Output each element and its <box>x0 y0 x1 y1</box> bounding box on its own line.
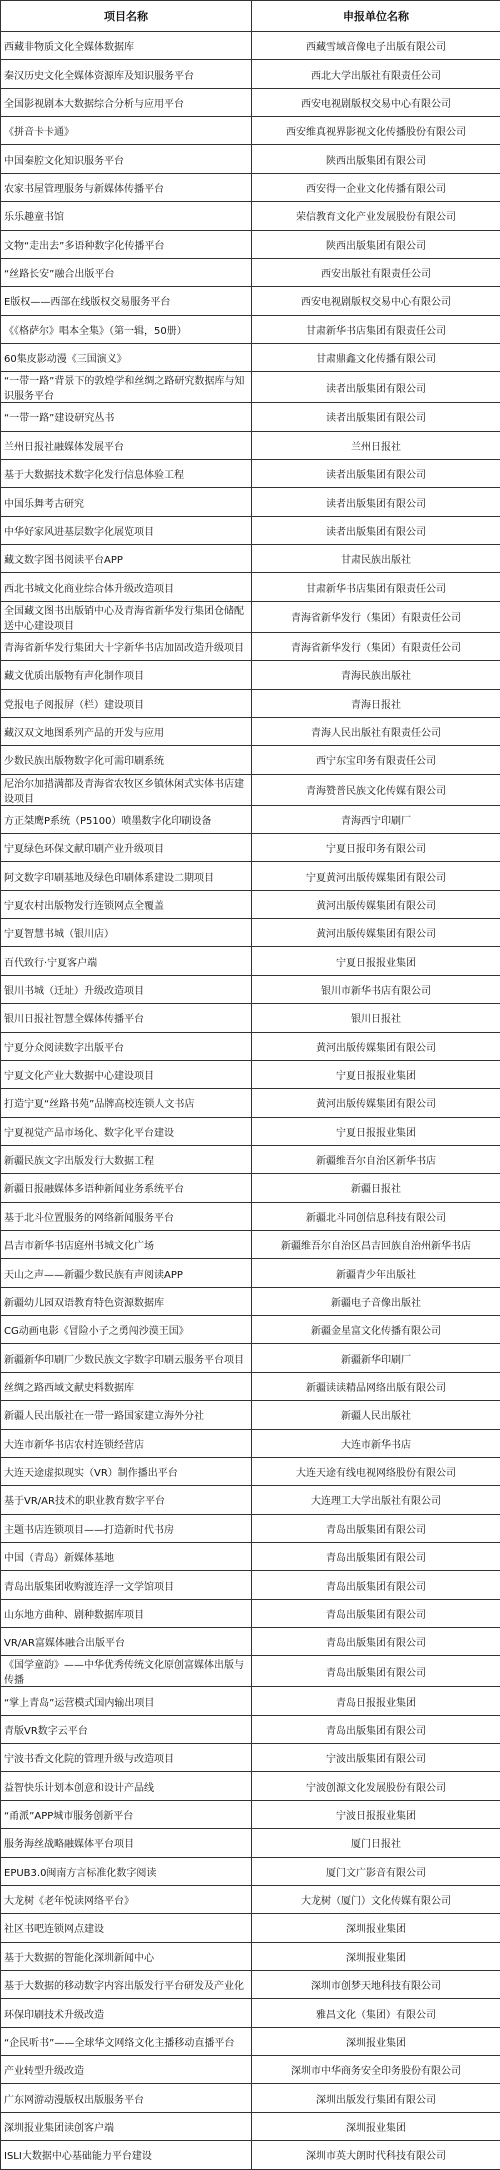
unit-name-cell: 读者出版集团有限公司 <box>252 516 500 544</box>
table-row <box>1 117 500 145</box>
project-name-cell: 主题书店连锁项目——打造新时代书房 <box>1 1514 252 1542</box>
table-row <box>1 230 500 258</box>
project-name-cell: 打造宁夏“丝路书苑”品牌高校连锁人文书店 <box>1 1089 252 1117</box>
unit-name-cell: 青海省新华发行（集团）有限责任公司 <box>252 632 500 660</box>
project-name-cell: 西北书城文化商业综合体升级改造项目 <box>1 573 252 601</box>
unit-name-cell: 青海省新华发行（集团）有限责任公司 <box>252 601 500 632</box>
project-name-cell: 藏汉双文地图系列产品的开发与应用 <box>1 717 252 745</box>
unit-name-cell: 宁夏日报印务有限公司 <box>252 833 500 861</box>
unit-name-cell: 深圳报业集团 <box>252 2027 500 2055</box>
project-name-cell: 昌吉市新华书店庭州书城文化广场 <box>1 1231 252 1259</box>
unit-name-cell: 深圳市创梦天地科技有限公司 <box>252 1971 500 1999</box>
table-row <box>1 601 500 632</box>
unit-name-cell: 西安得一企业文化传播有限公司 <box>252 173 500 201</box>
unit-name-cell: 青岛出版集团有限公司 <box>252 1571 500 1599</box>
unit-name-cell: 青海日报社 <box>252 689 500 717</box>
project-name-cell: 产业转型升级改造 <box>1 2056 252 2084</box>
table-row <box>1 1372 500 1400</box>
unit-name-cell: 宁波出版集团有限公司 <box>252 1744 500 1772</box>
project-name-cell: 益智快乐计划本创意和设计产品线 <box>1 1772 252 1800</box>
unit-name-cell: 银川日报社 <box>252 1004 500 1032</box>
project-name-cell: “掌上青岛”运营模式国内输出项目 <box>1 1687 252 1715</box>
project-name-cell: 秦汉历史文化全媒体资源库及知识服务平台 <box>1 60 252 88</box>
table-row <box>1 833 500 861</box>
project-name-cell: CG动画电影《冒险小子之勇闯沙漠王国》 <box>1 1316 252 1344</box>
unit-name-cell: 青岛出版集团有限公司 <box>252 1542 500 1570</box>
table-row <box>1 403 500 431</box>
project-name-cell: 中国乐舞考古研究 <box>1 488 252 516</box>
unit-name-cell: 新疆维吾尔自治区新华书店 <box>252 1145 500 1173</box>
unit-name-cell: 深圳报业集团 <box>252 1914 500 1942</box>
table-row <box>1 460 500 488</box>
unit-name-cell: 新疆日报社 <box>252 1174 500 1202</box>
unit-name-cell: 青岛日报报业集团 <box>252 1687 500 1715</box>
unit-name-cell: 陕西出版集团有限公司 <box>252 145 500 173</box>
unit-name-cell: 西安维真视界影视文化传播股份有限公司 <box>252 117 500 145</box>
table-row <box>1 2056 500 2084</box>
project-name-cell: “一带一路”建设研究丛书 <box>1 403 252 431</box>
table-row <box>1 1542 500 1570</box>
project-name-cell: 西藏非物质文化全媒体数据库 <box>1 32 252 60</box>
project-name-cell: 《《格萨尔》唱本全集》（第一辑，50册） <box>1 315 252 343</box>
unit-name-cell: 西北大学出版社有限责任公司 <box>252 60 500 88</box>
table-row <box>1 1089 500 1117</box>
project-name-cell: 基于VR/AR技术的职业教育数字平台 <box>1 1486 252 1514</box>
project-name-cell: 宁夏农村出版物发行连锁网点全覆盖 <box>1 890 252 918</box>
unit-name-cell: 读者出版集团有限公司 <box>252 460 500 488</box>
unit-name-cell: 宁夏黄河出版传媒集团有限公司 <box>252 862 500 890</box>
table-row <box>1 975 500 1003</box>
table-row <box>1 1971 500 1999</box>
unit-name-cell: 新疆金星富文化传播有限公司 <box>252 1316 500 1344</box>
project-name-cell: 大龙树《老年悦读网络平台》 <box>1 1885 252 1913</box>
table-row <box>1 1344 500 1372</box>
unit-name-cell: 宁夏日报报业集团 <box>252 1117 500 1145</box>
table-row <box>1 573 500 601</box>
table-row <box>1 1259 500 1287</box>
project-name-cell: 乐乐趣童书馆 <box>1 202 252 230</box>
project-name-cell: 宁夏视觉产品市场化、数字化平台建设 <box>1 1117 252 1145</box>
unit-name-cell: 青海西宁印刷厂 <box>252 805 500 833</box>
table-row <box>1 1457 500 1485</box>
unit-name-cell: 青岛出版集团有限公司 <box>252 1656 500 1687</box>
unit-name-cell: 甘肃民族出版社 <box>252 545 500 573</box>
table-row <box>1 862 500 890</box>
unit-name-cell: 宁波日报报业集团 <box>252 1800 500 1828</box>
project-name-cell: ISLI大数据中心基础能力平台建设 <box>1 2141 252 2169</box>
unit-name-cell: 宁波创源文化发展股份有限公司 <box>252 1772 500 1800</box>
unit-name-cell: 青岛出版集团有限公司 <box>252 1715 500 1743</box>
table-row <box>1 1656 500 1687</box>
unit-name-cell: 青岛出版集团有限公司 <box>252 1599 500 1627</box>
project-name-cell: 全国影视剧本大数据综合分析与应用平台 <box>1 88 252 116</box>
project-name-cell: 方正桀鹰P系统（P5100）喷墨数字化印刷设备 <box>1 805 252 833</box>
unit-name-cell: 西安电视剧版权交易中心有限公司 <box>252 287 500 315</box>
project-name-cell: 服务海丝战略融媒体平台项目 <box>1 1829 252 1857</box>
unit-name-cell: 新疆读读精品网络出版有限公司 <box>252 1372 500 1400</box>
unit-name-cell: 兰州日报社 <box>252 431 500 459</box>
table-header-row <box>1 1 500 32</box>
table-row <box>1 88 500 116</box>
header-project-name: 项目名称 <box>1 1 252 32</box>
table-row <box>1 1174 500 1202</box>
project-name-cell: 银川书城（迁址）升级改造项目 <box>1 975 252 1003</box>
table-row <box>1 2027 500 2055</box>
project-name-cell: 新疆人民出版社在一带一路国家建立海外分社 <box>1 1401 252 1429</box>
project-name-cell: E版权——西部在线版权交易服务平台 <box>1 287 252 315</box>
project-name-cell: 全国藏文图书出版销中心及青海省新华发行集团仓储配送中心建设项目 <box>1 601 252 632</box>
table-row <box>1 717 500 745</box>
unit-name-cell: 西宁东宝印务有限责任公司 <box>252 746 500 774</box>
table-row <box>1 805 500 833</box>
project-name-cell: 党报电子阅报屏（栏）建设项目 <box>1 689 252 717</box>
unit-name-cell: 甘肃新华书店集团有限责任公司 <box>252 315 500 343</box>
table-row <box>1 1316 500 1344</box>
table-row <box>1 1599 500 1627</box>
unit-name-cell: 读者出版集团有限公司 <box>252 372 500 403</box>
unit-name-cell: 新疆电子音像出版社 <box>252 1287 500 1315</box>
project-name-cell: “企民听书”——全球华文网络文化主播移动直播平台 <box>1 2027 252 2055</box>
project-name-cell: 藏文优质出版物有声化制作项目 <box>1 661 252 689</box>
table-row <box>1 1942 500 1970</box>
table-row <box>1 2112 500 2140</box>
project-name-cell: 基于大数据的移动数字内容出版发行平台研发及产业化 <box>1 1971 252 1999</box>
table-row <box>1 746 500 774</box>
unit-name-cell: 西安出版社有限责任公司 <box>252 258 500 286</box>
table-row <box>1 774 500 805</box>
project-name-cell: 尼治尔加措满都及青海省农牧区乡镇休闲式实体书店建设项目 <box>1 774 252 805</box>
project-name-cell: 丝绸之路西域文献史料数据库 <box>1 1372 252 1400</box>
unit-name-cell: 青岛出版集团有限公司 <box>252 1514 500 1542</box>
unit-name-cell: 青海赞普民族文化传媒有限公司 <box>252 774 500 805</box>
table-row <box>1 1060 500 1088</box>
project-name-cell: “丝路长安”融合出版平台 <box>1 258 252 286</box>
table-row <box>1 1117 500 1145</box>
unit-name-cell: 新疆维吾尔自治区昌吉回族自治州新华书店 <box>252 1231 500 1259</box>
project-name-cell: 大连市新华书店农村连锁经营店 <box>1 1429 252 1457</box>
header-unit-name: 申报单位名称 <box>252 1 500 32</box>
table-row <box>1 1004 500 1032</box>
table-row <box>1 1486 500 1514</box>
unit-name-cell: 深圳报业集团 <box>252 2112 500 2140</box>
unit-name-cell: 读者出版集团有限公司 <box>252 403 500 431</box>
table-row <box>1 343 500 371</box>
project-name-cell: 《国学童韵》——中华优秀传统文化原创富媒体出版与传播 <box>1 1656 252 1687</box>
unit-name-cell: 黄河出版传媒集团有限公司 <box>252 1032 500 1060</box>
unit-name-cell: 青岛出版集团有限公司 <box>252 1628 500 1656</box>
unit-name-cell: 宁夏日报报业集团 <box>252 947 500 975</box>
table-row <box>1 919 500 947</box>
project-name-cell: 宁夏智慧书城（银川店） <box>1 919 252 947</box>
unit-name-cell: 黄河出版传媒集团有限公司 <box>252 1089 500 1117</box>
table-row <box>1 372 500 403</box>
unit-name-cell: 深圳出版发行集团有限公司 <box>252 2084 500 2112</box>
table-row <box>1 1401 500 1429</box>
table-row <box>1 1829 500 1857</box>
table-row <box>1 287 500 315</box>
project-name-cell: 新疆民族文字出版发行大数据工程 <box>1 1145 252 1173</box>
project-name-cell: 大连天途虚拟现实（VR）制作播出平台 <box>1 1457 252 1485</box>
project-name-cell: 中国（青岛）新媒体基地 <box>1 1542 252 1570</box>
unit-name-cell: 深圳市英大朗时代科技有限公司 <box>252 2141 500 2169</box>
project-name-cell: 新疆新华印刷厂少数民族文字数字印刷云服务平台项目 <box>1 1344 252 1372</box>
unit-name-cell: 青海人民出版社有限责任公司 <box>252 717 500 745</box>
table-row <box>1 1857 500 1885</box>
table-row <box>1 1032 500 1060</box>
unit-name-cell: 西安电视剧版权交易中心有限公司 <box>252 88 500 116</box>
project-name-cell: “甬派”APP城市服务创新平台 <box>1 1800 252 1828</box>
project-name-cell: 基于大数据技术数字化发行信息体验工程 <box>1 460 252 488</box>
table-row <box>1 1145 500 1173</box>
table-row <box>1 1571 500 1599</box>
unit-name-cell: 荣信教育文化产业发展股份有限公司 <box>252 202 500 230</box>
table-row <box>1 1429 500 1457</box>
unit-name-cell: 大连理工大学出版社有限公司 <box>252 1486 500 1514</box>
table-row <box>1 1628 500 1656</box>
table-row <box>1 947 500 975</box>
project-name-cell: 青版VR数字云平台 <box>1 1715 252 1743</box>
table-row <box>1 2141 500 2169</box>
table-row <box>1 431 500 459</box>
project-name-cell: 宁夏绿色环保文献印刷产业升级项目 <box>1 833 252 861</box>
unit-name-cell: 宁夏日报报业集团 <box>252 1060 500 1088</box>
table-row <box>1 1715 500 1743</box>
table-row <box>1 689 500 717</box>
table-row <box>1 1914 500 1942</box>
unit-name-cell: 甘肃鼎鑫文化传播有限公司 <box>252 343 500 371</box>
project-name-cell: VR/AR富媒体融合出版平台 <box>1 1628 252 1656</box>
project-name-cell: 深圳报业集团读创客户端 <box>1 2112 252 2140</box>
project-name-cell: 百代致行·宁夏客户端 <box>1 947 252 975</box>
unit-name-cell: 西藏雪域音像电子出版有限公司 <box>252 32 500 60</box>
project-name-cell: 新疆日报融媒体多语种新闻业务系统平台 <box>1 1174 252 1202</box>
table-row <box>1 516 500 544</box>
unit-name-cell: 雅昌文化（集团）有限公司 <box>252 1999 500 2027</box>
unit-name-cell: 大龙树（厦门）文化传媒有限公司 <box>252 1885 500 1913</box>
project-name-cell: 文物“走出去”多语种数字化传播平台 <box>1 230 252 258</box>
unit-name-cell: 新疆北斗同创信息科技有限公司 <box>252 1202 500 1230</box>
table-row <box>1 173 500 201</box>
table-row <box>1 488 500 516</box>
table-row <box>1 661 500 689</box>
unit-name-cell: 新疆青少年出版社 <box>252 1259 500 1287</box>
project-name-cell: 青海省新华发行集团大十字新华书店加固改造升级项目 <box>1 632 252 660</box>
table-row <box>1 1744 500 1772</box>
project-name-cell: 社区书吧连锁网点建设 <box>1 1914 252 1942</box>
unit-name-cell: 深圳市中华商务安全印务股份有限公司 <box>252 2056 500 2084</box>
unit-name-cell: 大连市新华书店 <box>252 1429 500 1457</box>
project-name-cell: 青岛出版集团收购渡连浮一文学馆项目 <box>1 1571 252 1599</box>
project-name-cell: 天山之声——新疆少数民族有声阅读APP <box>1 1259 252 1287</box>
project-name-cell: 《拼音卡卡通》 <box>1 117 252 145</box>
project-name-cell: “一带一路”背景下的敦煌学和丝绸之路研究数据库与知识服务平台 <box>1 372 252 403</box>
unit-name-cell: 陕西出版集团有限公司 <box>252 230 500 258</box>
project-name-cell: EPUB3.0闽南方言标准化数字阅读 <box>1 1857 252 1885</box>
project-name-cell: 基于大数据的智能化深圳新闻中心 <box>1 1942 252 1970</box>
table-row <box>1 545 500 573</box>
table-body <box>1 32 500 2170</box>
unit-name-cell: 黄河出版传媒集团有限公司 <box>252 890 500 918</box>
table-row <box>1 1800 500 1828</box>
project-name-cell: 藏文数字图书阅读平台APP <box>1 545 252 573</box>
project-name-cell: 农家书屋管理服务与新媒体传播平台 <box>1 173 252 201</box>
project-name-cell: 环保印刷技术升级改造 <box>1 1999 252 2027</box>
table-row <box>1 1202 500 1230</box>
table-row <box>1 1772 500 1800</box>
project-name-cell: 广东网游动漫版权出版服务平台 <box>1 2084 252 2112</box>
unit-name-cell: 厦门文广影音有限公司 <box>252 1857 500 1885</box>
table-row <box>1 1514 500 1542</box>
project-name-cell: 宁夏文化产业大数据中心建设项目 <box>1 1060 252 1088</box>
table-row <box>1 202 500 230</box>
table-row <box>1 145 500 173</box>
table-row <box>1 632 500 660</box>
project-name-cell: 60集皮影动漫《三国演义》 <box>1 343 252 371</box>
table-row <box>1 1885 500 1913</box>
table-row <box>1 315 500 343</box>
project-name-cell: 基于北斗位置服务的网络新闻服务平台 <box>1 1202 252 1230</box>
project-name-cell: 阿文数字印刷基地及绿色印刷体系建设二期项目 <box>1 862 252 890</box>
table-row <box>1 1231 500 1259</box>
unit-name-cell: 新疆人民出版社 <box>252 1401 500 1429</box>
unit-name-cell: 深圳报业集团 <box>252 1942 500 1970</box>
project-name-cell: 少数民族出版物数字化可需印刷系统 <box>1 746 252 774</box>
unit-name-cell: 甘肃新华书店集团有限责任公司 <box>252 573 500 601</box>
table-row <box>1 32 500 60</box>
project-name-cell: 新疆幼儿园双语教育特色资源数据库 <box>1 1287 252 1315</box>
table-row <box>1 258 500 286</box>
unit-name-cell: 大连天途有线电视网络股份有限公司 <box>252 1457 500 1485</box>
project-name-cell: 中华好家风进基层数字化展览项目 <box>1 516 252 544</box>
unit-name-cell: 黄河出版传媒集团有限公司 <box>252 919 500 947</box>
table-row <box>1 1287 500 1315</box>
unit-name-cell: 银川市新华书店有限公司 <box>252 975 500 1003</box>
project-name-cell: 宁夏分众阅读数字出版平台 <box>1 1032 252 1060</box>
project-name-cell: 宁波书香文化院的管理升级与改造项目 <box>1 1744 252 1772</box>
unit-name-cell: 新疆新华印刷厂 <box>252 1344 500 1372</box>
project-name-cell: 兰州日报社融媒体发展平台 <box>1 431 252 459</box>
project-name-cell: 银川日报社智慧全媒体传播平台 <box>1 1004 252 1032</box>
table-row <box>1 890 500 918</box>
table-row <box>1 1999 500 2027</box>
unit-name-cell: 厦门日报社 <box>252 1829 500 1857</box>
unit-name-cell: 青海民族出版社 <box>252 661 500 689</box>
project-name-cell: 山东地方曲种、剧种数据库项目 <box>1 1599 252 1627</box>
table-row <box>1 60 500 88</box>
unit-name-cell: 读者出版集团有限公司 <box>252 488 500 516</box>
table-row <box>1 2084 500 2112</box>
table-row <box>1 1687 500 1715</box>
project-name-cell: 中国秦腔文化知识服务平台 <box>1 145 252 173</box>
